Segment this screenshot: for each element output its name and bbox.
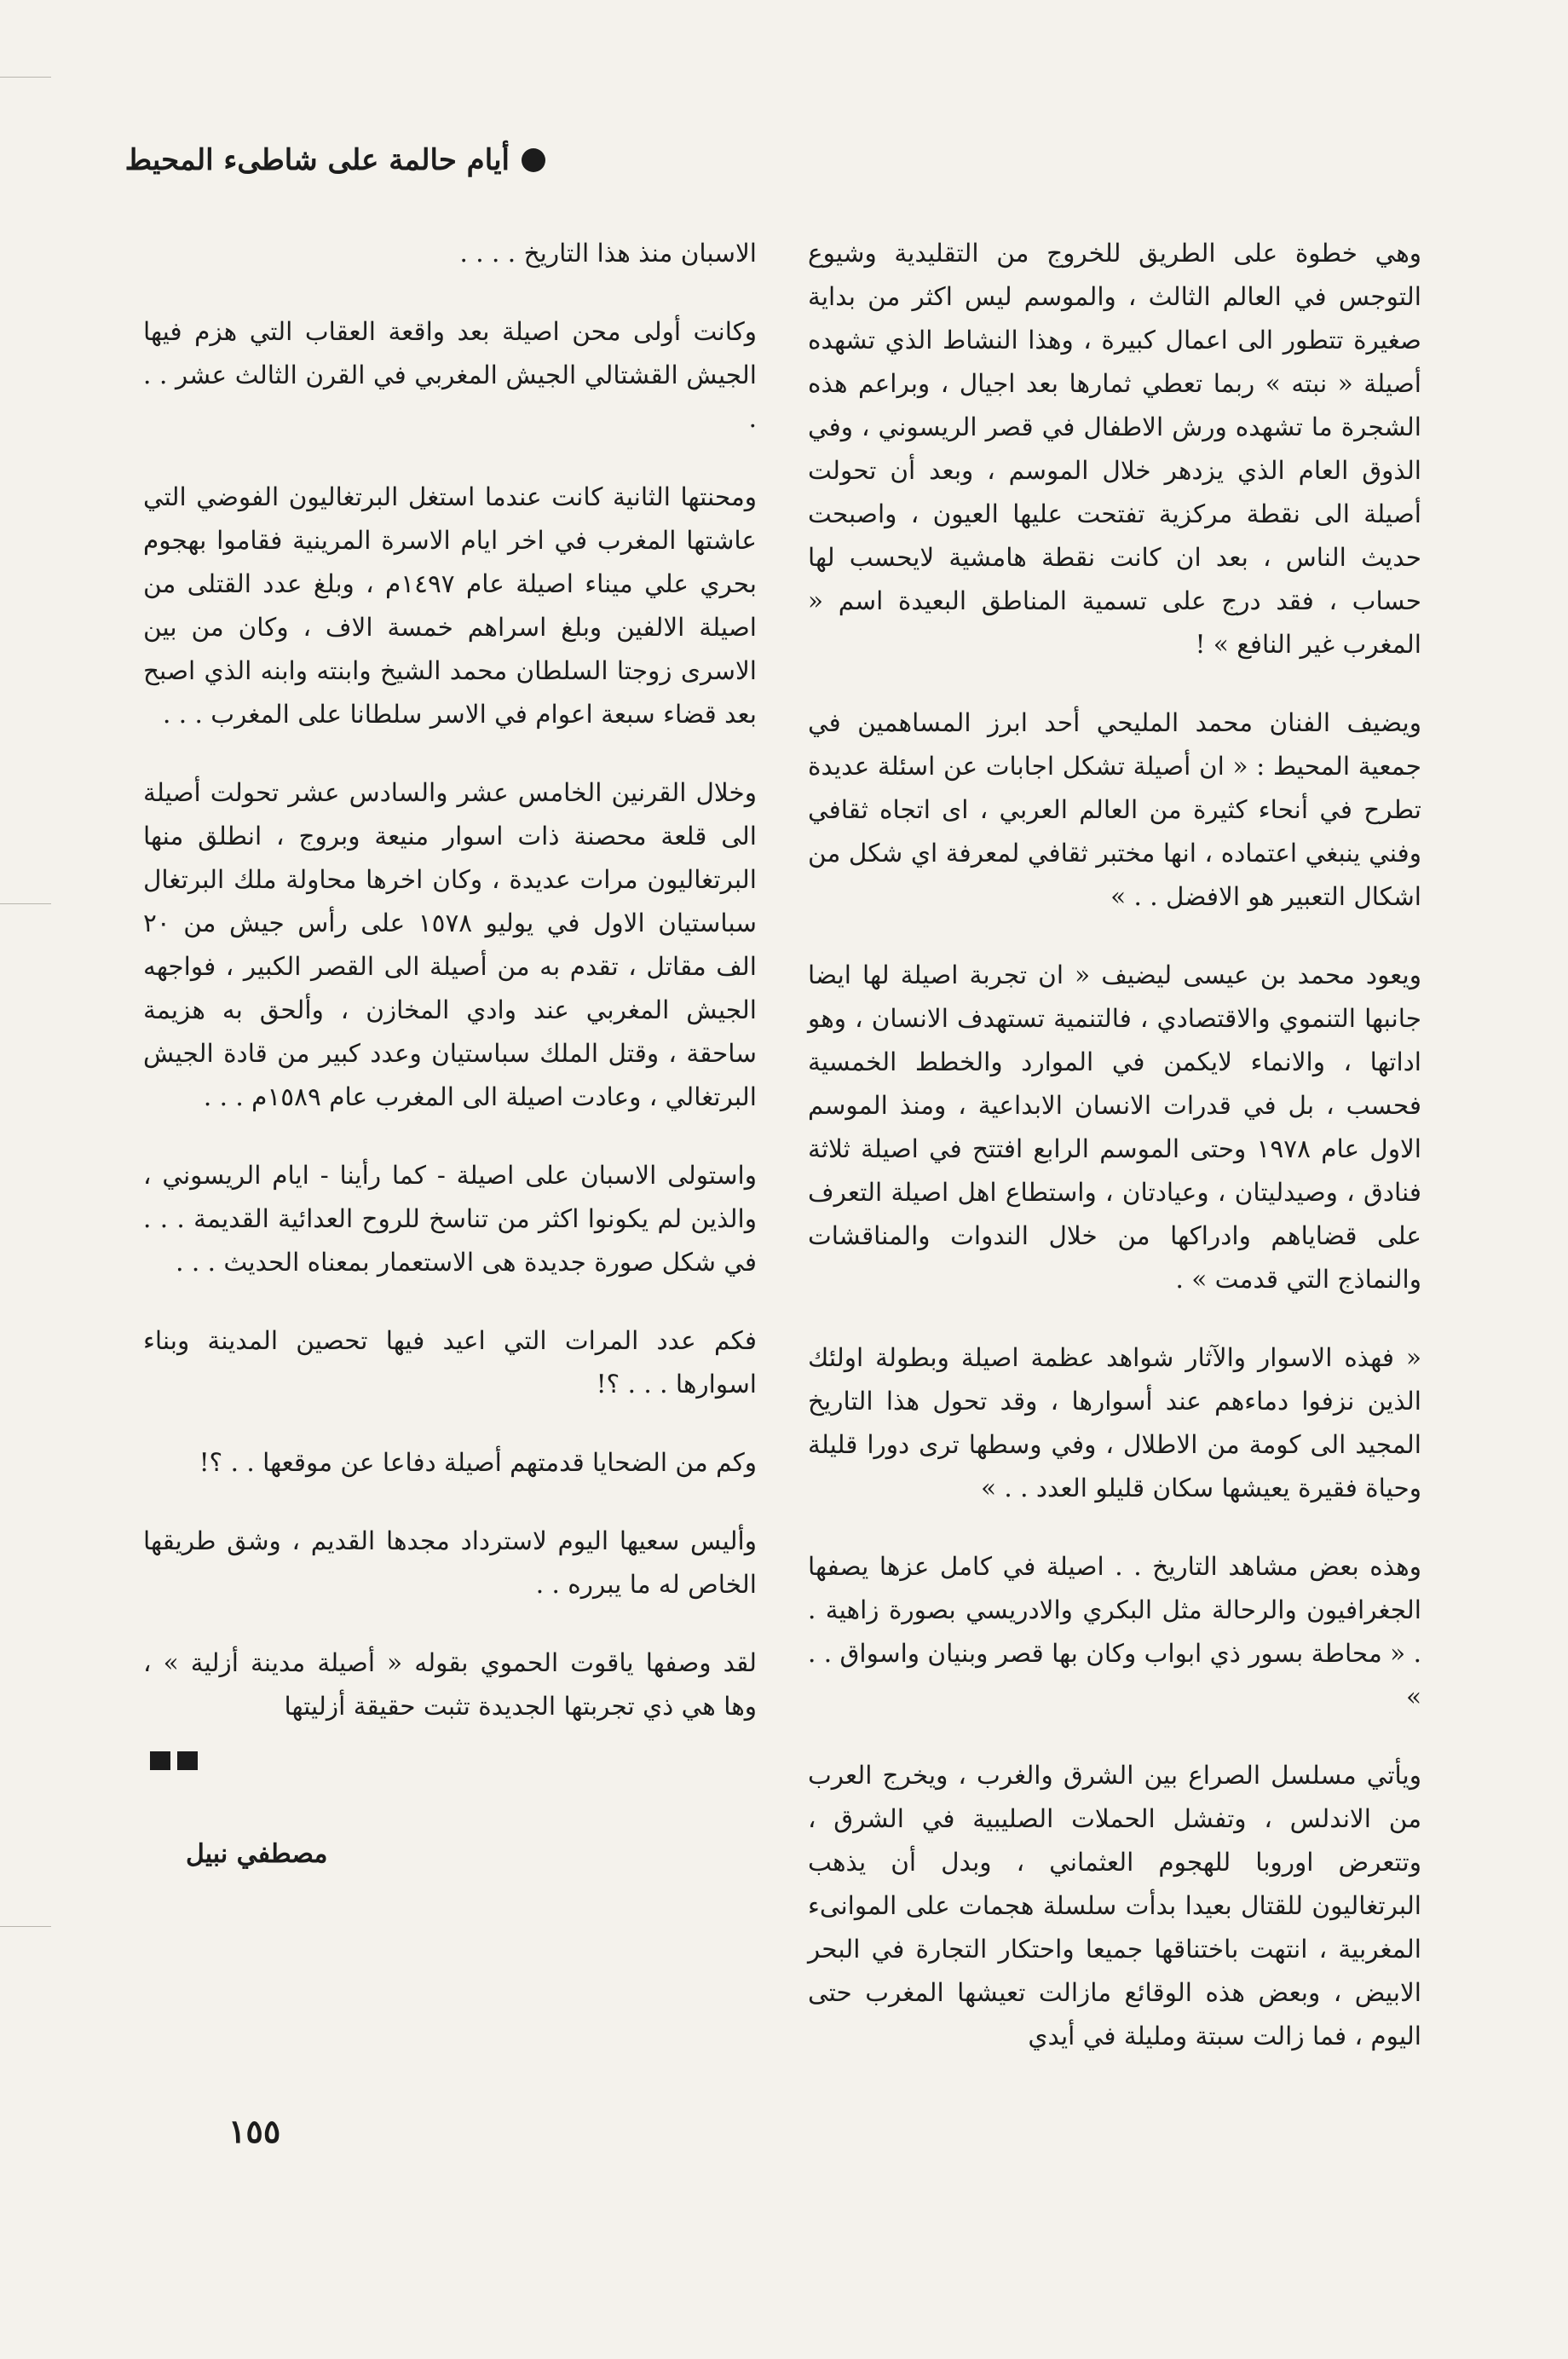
scan-edge-mark	[0, 903, 51, 904]
paragraph: « فهذه الاسوار والآثار شواهد عظمة اصيلة وبطولة اولئك الذين نزفوا دماءهم عند أسوارها ، وقد تحول هذا التاريخ المجيد الى كومة من الاطلال ، وفي وسطها ترى دورا قليلة وحياة فقيرة يعيشها سكان قليلو العدد . . »	[808, 1343, 1421, 1502]
paragraph: ومحنتها الثانية كانت عندما استغل البرتغاليون الفوضي التي عاشتها المغرب في اخر ايام الاسرة المرينية فقاموا بهجوم بحري علي ميناء اصيلة عام ١٤٩٧م ، وبلغ عدد القتلى من اصيلة الالفين وبلغ اسراهم خمسة الاف ، وكان من بين الاسرى زوجتا السلطان محمد الشيخ وابنته وابنه الذي اصبح بعد قضاء سبعة اعوام في الاسر سلطانا على المغرب . . .	[143, 482, 757, 729]
paragraph: وخلال القرنين الخامس عشر والسادس عشر تحولت أصيلة الى قلعة محصنة ذات اسوار منيعة وبروج ، انطلق منها البرتغاليون مرات عديدة ، وكان اخرها محاولة ملك البرتغال سباستيان الاول في يوليو ١٥٧٨ على رأس جيش من ٢٠ الف مقاتل ، تقدم به من أصيلة الى القصر الكبير ، فواجهه الجيش المغربي عند وادي المخازن ، وألحق به هزيمة ساحقة ، وقتل الملك سباستيان وعدد كبير من قادة الجيش البرتغالي ، وعادت اصيلة الى المغرب عام ١٥٨٩م . . .	[143, 778, 757, 1111]
paragraph: وهي خطوة على الطريق للخروج من التقليدية وشيوع التوجس في العالم الثالث ، والموسم ليس اكثر من بداية صغيرة تتطور الى اعمال كبيرة ، وهذا النشاط الذي تشهده أصيلة « نبته » ربما تعطي ثمارها بعد اجيال ، وبراعم هذه الشجرة ما تشهده ورش الاطفال في قصر الريسوني ، وفي الذوق العام الذي يزدهر خلال الموسم ، وبعد أن تحولت أصيلة الى نقطة مركزية تفتحت عليها العيون ، واصبحت حديث الناس ، بعد ان كانت نقطة هامشية لايحسب لها حساب ، فقد درج على تسمية المناطق البعيدة اسم « المغرب غير النافع » !	[808, 239, 1421, 659]
paragraph: لقد وصفها ياقوت الحموي بقوله « أصيلة مدينة أزلية » ، وها هي ذي تجربتها الجديدة تثبت حقيقة أزليتها	[143, 1648, 757, 1721]
header-bullet-icon	[522, 148, 545, 172]
end-of-article-marks	[143, 1738, 757, 1781]
paragraph: ويعود محمد بن عيسى ليضيف « ان تجربة اصيلة لها ايضا جانبها التنموي والاقتصادي ، فالتنمية تستهدف الانسان ، وهو اداتها ، والانماء لايكمن في الموارد والخطط الخمسية فحسب ، بل في قدرات الانسان الابداعية ، ومنذ الموسم الاول عام ١٩٧٨ وحتى الموسم الرابع افتتح في اصيلة ثلاثة فنادق ، وصيدليتان ، وعيادتان ، واستطاع اهل اصيلة التعرف على قضاياهم وادراكها من خلال الندوات والمناقشات والنماذج التي قدمت » .	[808, 960, 1421, 1294]
scan-edge-mark	[0, 1926, 51, 1927]
section-title: أيام حالمة على شاطىء المحيط	[124, 143, 510, 177]
page-number: ١٥٥	[228, 2112, 281, 2150]
paragraph: واستولى الاسبان على اصيلة - كما رأينا - ايام الريسوني ، والذين لم يكونوا اكثر من تناسخ للروح العدائية القديمة . . . في شكل صورة جديدة هى الاستعمار بمعناه الحديث . . .	[143, 1161, 757, 1277]
paragraph: فكم عدد المرات التي اعيد فيها تحصين المدينة وبناء اسوارها . . . ؟!	[143, 1326, 757, 1399]
end-square-icon	[150, 1751, 170, 1770]
paragraph: وكانت أولى محن اصيلة بعد واقعة العقاب التي هزم فيها الجيش القشتالي الجيش المغربي في القرن الثالث عشر . . .	[143, 317, 757, 433]
left-column	[143, 232, 757, 1876]
paragraph: ويضيف الفنان محمد المليحي أحد ابرز المساهمين في جمعية المحيط : « ان أصيلة تشكل اجابات عن اسئلة عديدة تطرح في أنحاء كثيرة من العالم العربي ، اى اتجاه ثقافي وفني ينبغي اعتماده ، انها مختبر ثقافي لمعرفة اي شكل من اشكال التعبير هو الافضل . . »	[808, 708, 1421, 911]
right-column	[808, 232, 1421, 2093]
end-square-icon	[177, 1751, 198, 1770]
paragraph: وكم من الضحايا قدمتهم أصيلة دفاعا عن موقعها . . ؟!	[199, 1448, 757, 1477]
paragraph: وهذه بعض مشاهد التاريخ . . اصيلة في كامل عزها يصفها الجغرافيون والرحالة مثل البكري والادريسي بصورة زاهية . . « محاطة بسور ذي ابواب وكان بها قصر وبنيان واسواق . . »	[808, 1552, 1421, 1711]
section-header	[124, 143, 545, 177]
paragraph: وأليس سعيها اليوم لاسترداد مجدها القديم ، وشق طريقها الخاص له ما يبرره . .	[143, 1526, 757, 1599]
author-name: مصطفي نبيل	[186, 1839, 328, 1869]
scan-edge-mark	[0, 77, 51, 78]
paragraph: الاسبان منذ هذا التاريخ . . . .	[459, 239, 757, 268]
paragraph: ويأتي مسلسل الصراع بين الشرق والغرب ، ويخرج العرب من الاندلس ، وتفشل الحملات الصليبية في الشرق ، وتتعرض اوروبا للهجوم العثماني ، وبدل أن يذهب البرتغاليون للقتال بعيدا بدأت سلسلة هجمات على الموانىء المغربية ، انتهت باختناقها جميعا واحتكار التجارة في البحر الابيض ، وبعض هذه الوقائع مازالت تعيشها المغرب حتى اليوم ، فما زالت سبتة ومليلة في أيدي	[808, 1761, 1421, 2050]
